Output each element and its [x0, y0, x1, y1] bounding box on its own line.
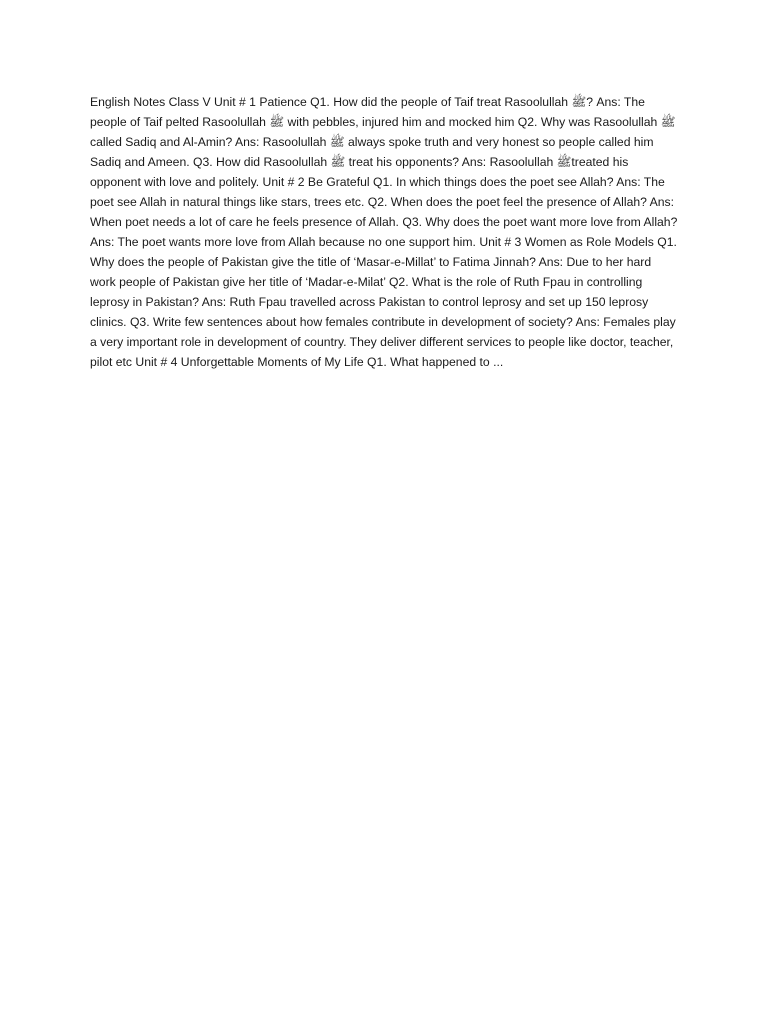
- document-body-text: English Notes Class V Unit # 1 Patience Q1. How did the people of Taif treat Rasoolullah ﷺ? Ans: The people of Taif pelted Rasoolullah ﷺ with pebbles, injured him and mocked him Q2. Why was Rasoolullah ﷺ called Sadiq and Al-Amin? Ans: Rasoolullah ﷺ always spoke truth and very honest so people called him Sadiq and Ameen. Q3. How did Rasoolullah ﷺ treat his opponents? Ans: Rasoolullah ﷺtreated his opponent with love and politely. Unit # 2 Be Grateful Q1. In which things does the poet see Allah? Ans: The poet see Allah in natural things like stars, trees etc. Q2. When does the poet feel the presence of Allah? Ans: When poet needs a lot of care he feels presence of Allah. Q3. Why does the poet want more love from Allah? Ans: The poet wants more love from Allah because no one support him. Unit # 3 Women as Role Models Q1. Why does the people of Pakistan give the title of ‘Masar-e-Millat’ to Fatima Jinnah? Ans: Due to her hard work people of Pakistan give her title of ‘Madar-e-Milat’ Q2. What is the role of Ruth Fpau in controlling leprosy in Pakistan? Ans: Ruth Fpau travelled across Pakistan to control leprosy and set up 150 leprosy clinics. Q3. Write few sentences about how females contribute in development of society? Ans: Females play a very important role in development of country. They deliver different services to people like doctor, teacher, pilot etc Unit # 4 Unforgettable Moments of My Life Q1. What happened to ...: [90, 95, 678, 369]
